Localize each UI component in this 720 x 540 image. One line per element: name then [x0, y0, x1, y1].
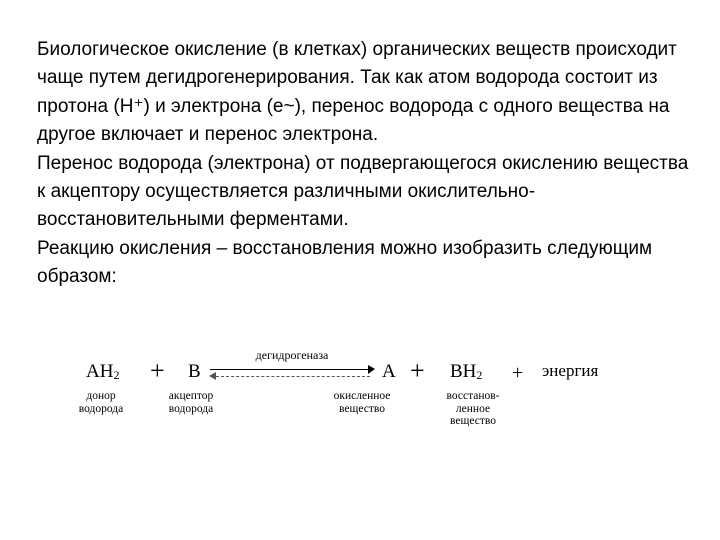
body-text: [37, 36, 697, 292]
caption-donor: донор водорода: [78, 390, 124, 415]
plus-sign-2: +: [410, 356, 425, 385]
enzyme-label: дегидрогеназа: [255, 348, 329, 362]
formula-a: A: [382, 361, 396, 382]
caption-acceptor: акцептор водорода: [168, 390, 214, 415]
energy-label: энергия: [542, 361, 599, 380]
reaction-arrow-reverse: [216, 376, 370, 378]
paragraph-hydrogen-transfer: Перенос водорода (электрона) от подвергающегося окислению вещества к акцептору осуществляется различными окислительно-восстановительными ферментами.: [37, 152, 689, 231]
reaction-equation: [60, 345, 660, 435]
paragraph-reaction-intro: Реакцию окисления – восстановления можно изобразить следующим образом:: [37, 237, 653, 288]
paragraph-dehydrogenation: Биологическое окисление (в клетках) органических веществ происходит чаще путем дегидрогенерирования. Так как атом водорода состоит из протона (Н⁺) и электрона (е~), перенос водорода с одного вещества на другое включает и перенос электрона.: [37, 39, 677, 146]
caption-oxidized: окисленное вещество: [333, 390, 391, 415]
formula-b: B: [188, 361, 201, 382]
reaction-arrow-forward: [210, 369, 370, 370]
plus-sign-energy: +: [512, 362, 524, 384]
arrow-head-reverse-icon: [209, 372, 216, 380]
plus-sign-1: +: [150, 356, 165, 385]
formula-ah2: $AH_2$: [86, 361, 120, 382]
caption-reduced: восстанов- ленное вещество: [446, 390, 500, 427]
arrow-head-forward-icon: [368, 365, 375, 374]
formula-bh2: $BH_2$: [450, 361, 483, 382]
